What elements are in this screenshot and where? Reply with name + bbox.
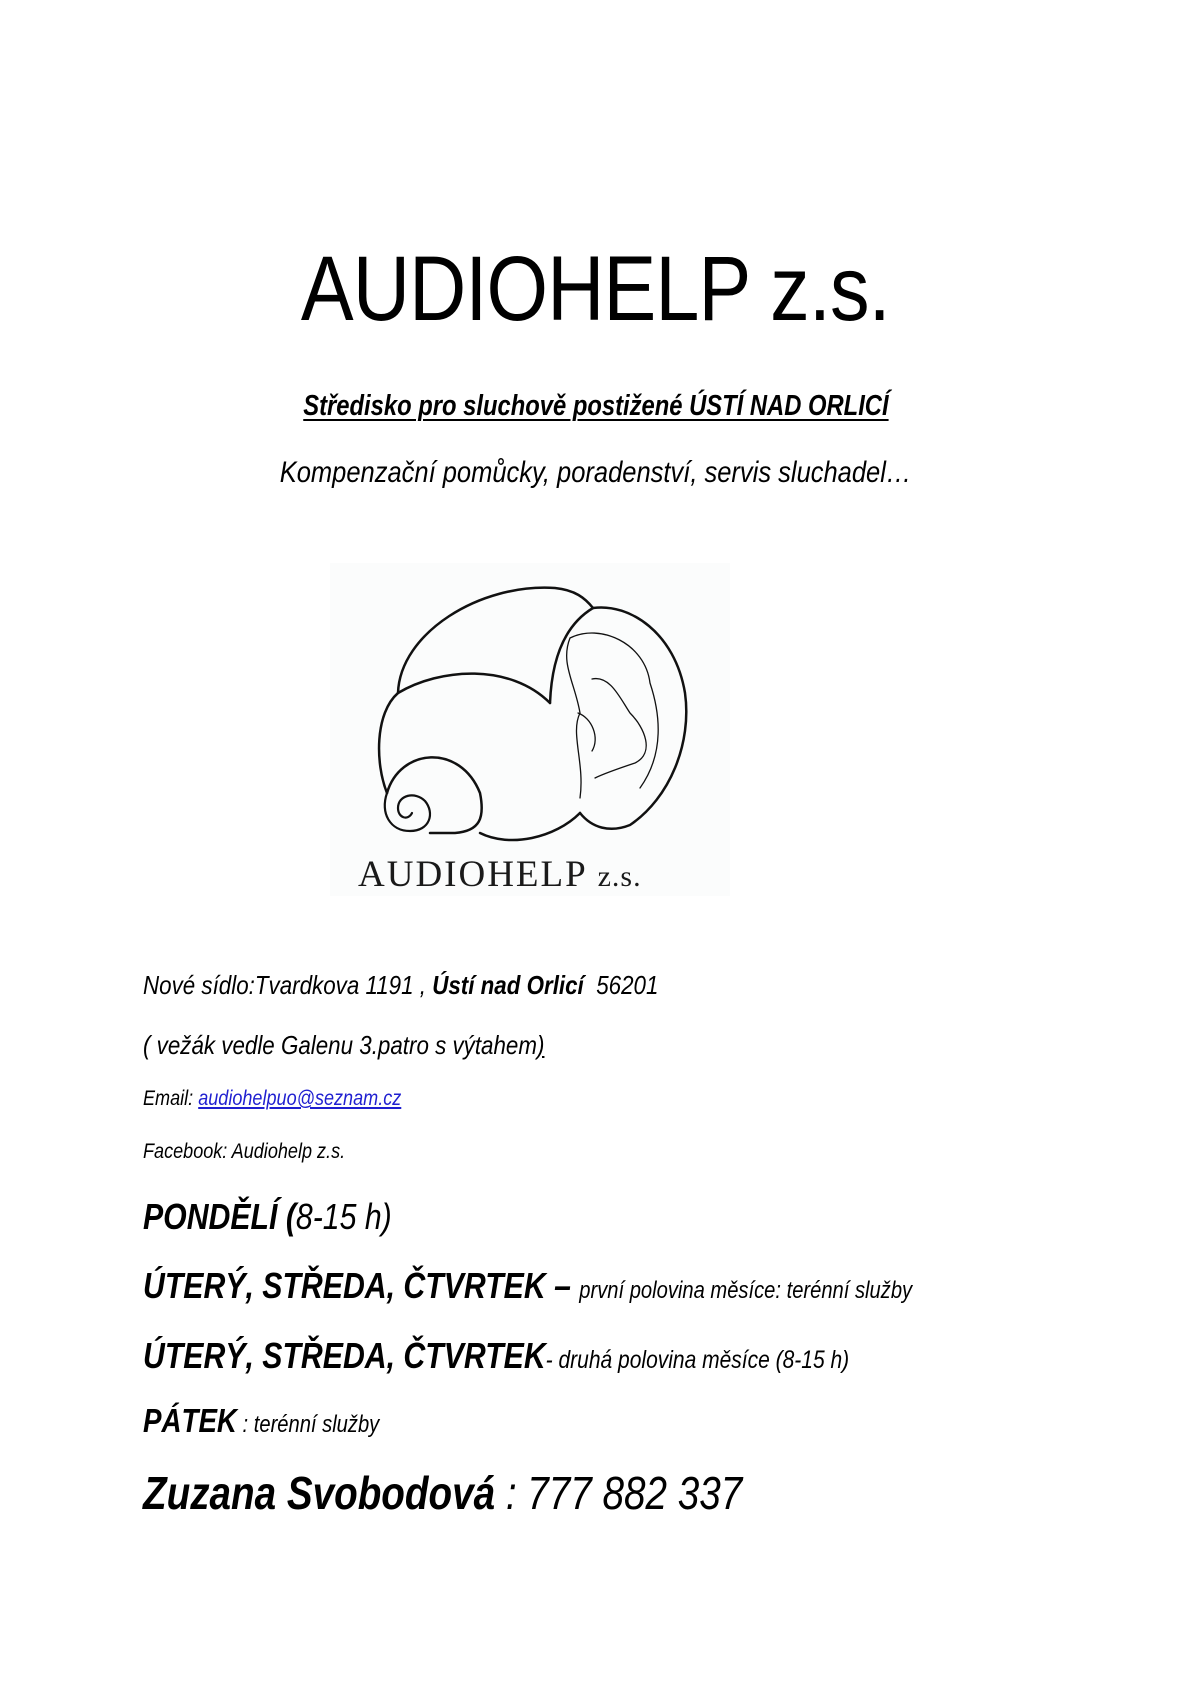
page-title: AUDIOHELP z.s. bbox=[301, 238, 890, 340]
schedule-row-tue-thu-first-half: ÚTERÝ, STŘEDA, ČTVRTEK – první polovina měsíce: terénní služby bbox=[143, 1265, 913, 1306]
address-zip: 56201 bbox=[583, 970, 659, 1000]
contact-name: Zuzana Svobodová bbox=[143, 1467, 496, 1519]
facebook-line: Facebook: Audiohelp z.s. bbox=[143, 1140, 346, 1163]
tagline: Kompenzační pomůcky, poradenství, servis sluchadel… bbox=[279, 456, 912, 489]
contact-line bbox=[143, 1467, 743, 1519]
address-line bbox=[143, 972, 658, 998]
contact-phone: : 777 882 337 bbox=[495, 1467, 743, 1519]
address-label: Nové sídlo: bbox=[143, 970, 255, 1000]
logo bbox=[330, 563, 730, 896]
logo-caption: AUDIOHELP z.s. bbox=[358, 854, 642, 895]
email-line bbox=[143, 1088, 401, 1109]
address-city: Ústí nad Orlicí bbox=[432, 970, 584, 1000]
snail-ear-logo-icon bbox=[330, 563, 730, 853]
email-label: Email: bbox=[143, 1087, 199, 1110]
subtitle: Středisko pro sluchově postižené ÚSTÍ NAD ORLICÍ bbox=[302, 390, 889, 422]
email-link[interactable]: audiohelpuo@seznam.cz bbox=[198, 1087, 402, 1110]
address-street: Tvardkova 1191 , bbox=[254, 970, 433, 1000]
schedule-row-monday: PONDĚLÍ (8-15 h) bbox=[143, 1196, 392, 1237]
address-note: ( vežák vedle Galenu 3.patro s výtahem) bbox=[143, 1030, 545, 1060]
schedule-row-tue-thu-second-half: ÚTERÝ, STŘEDA, ČTVRTEK- druhá polovina měsíce (8-15 h) bbox=[143, 1335, 850, 1376]
schedule-row-friday: PÁTEK : terénní služby bbox=[143, 1402, 380, 1439]
